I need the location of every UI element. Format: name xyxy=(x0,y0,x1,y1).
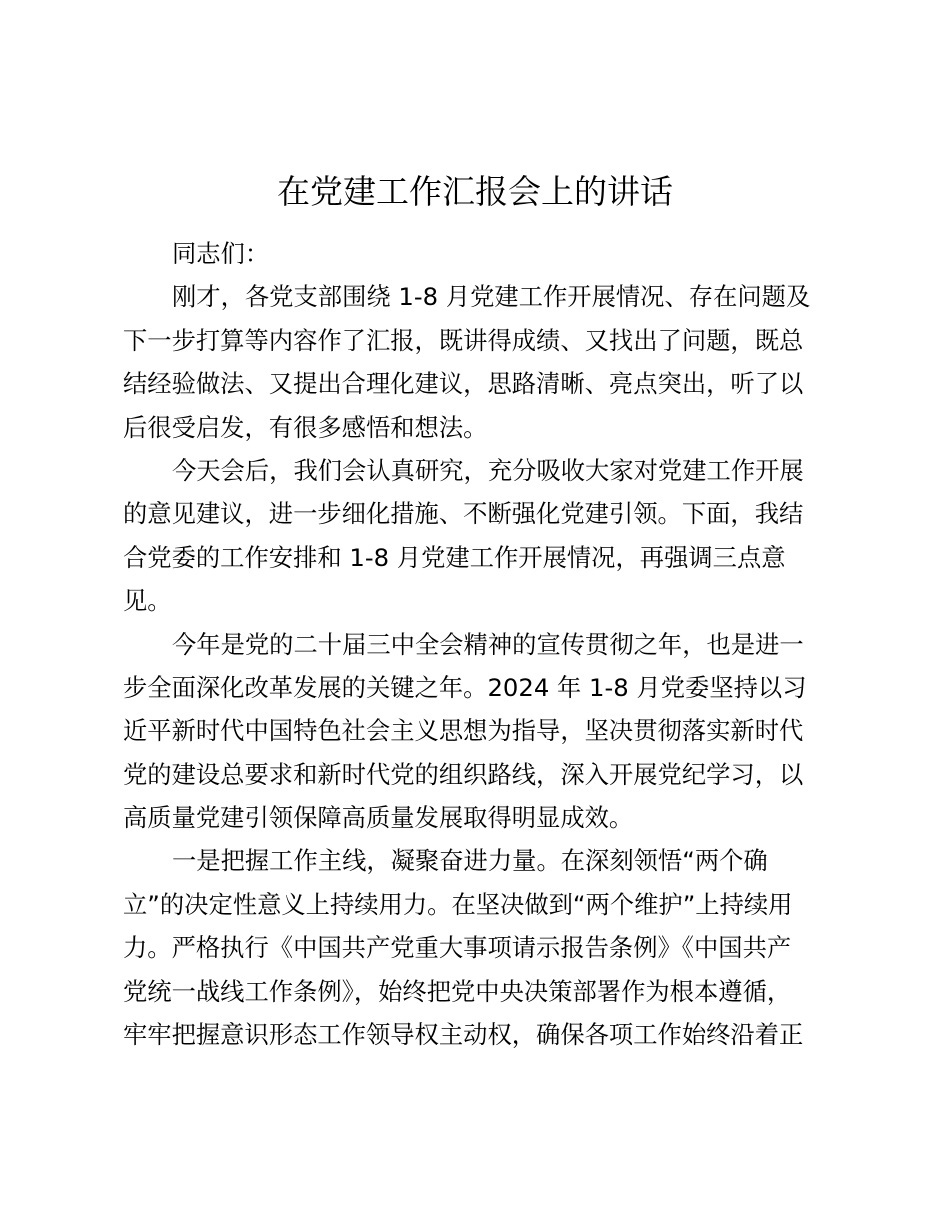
body-text-line: 力。严格执行《中国共产党重大事项请示报告条例》《中国共产 xyxy=(123,933,792,963)
body-text-line: 下一步打算等内容作了汇报，既讲得成绩、又找出了问题，既总 xyxy=(123,325,804,355)
body-text-line: 立”的决定性意义上持续用力。在坚决做到“两个维护”上持续用 xyxy=(123,889,793,919)
body-text-line: 一是把握工作主线，凝聚奋进力量。在深刻领悟“两个确 xyxy=(172,846,768,876)
body-text-line: 后很受启发，有很多感悟和想法。 xyxy=(123,412,488,442)
body-text-line: 结经验做法、又提出合理化建议，思路清晰、亮点突出，听了以 xyxy=(123,369,804,399)
body-text-line: 牢牢把握意识形态工作领导权主动权，确保各项工作始终沿着正 xyxy=(123,1020,804,1050)
body-text-line: 的意见建议，进一步细化措施、不断强化党建引领。下面，我结 xyxy=(123,499,804,529)
body-text-line: 合党委的工作安排和 1-8 月党建工作开展情况，再强调三点意 xyxy=(123,542,786,572)
body-text-line: 党的建设总要求和新时代党的组织路线，深入开展党纪学习，以 xyxy=(123,759,804,789)
body-text-line: 近平新时代中国特色社会主义思想为指导，坚决贯彻落实新时代 xyxy=(123,716,804,746)
document-body xyxy=(123,232,823,1056)
body-text-line: 刚才，各党支部围绕 1-8 月党建工作开展情况、存在问题及 xyxy=(172,282,811,312)
document-title: 在党建工作汇报会上的讲话 xyxy=(277,172,673,211)
body-text-line: 见。 xyxy=(123,586,172,616)
body-text-line: 今天会后，我们会认真研究，充分吸收大家对党建工作开展 xyxy=(172,455,804,485)
body-text-line: 党统一战线工作条例》，始终把党中央决策部署作为根本遵循， xyxy=(123,976,792,1006)
body-text-line: 今年是党的二十届三中全会精神的宣传贯彻之年，也是进一 xyxy=(172,629,804,659)
body-text-line: 步全面深化改革发展的关键之年。2024 年 1-8 月党委坚持以习 xyxy=(123,672,807,702)
body-text-line: 高质量党建引领保障高质量发展取得明显成效。 xyxy=(123,803,634,833)
body-text-line: 同志们： xyxy=(172,239,270,268)
